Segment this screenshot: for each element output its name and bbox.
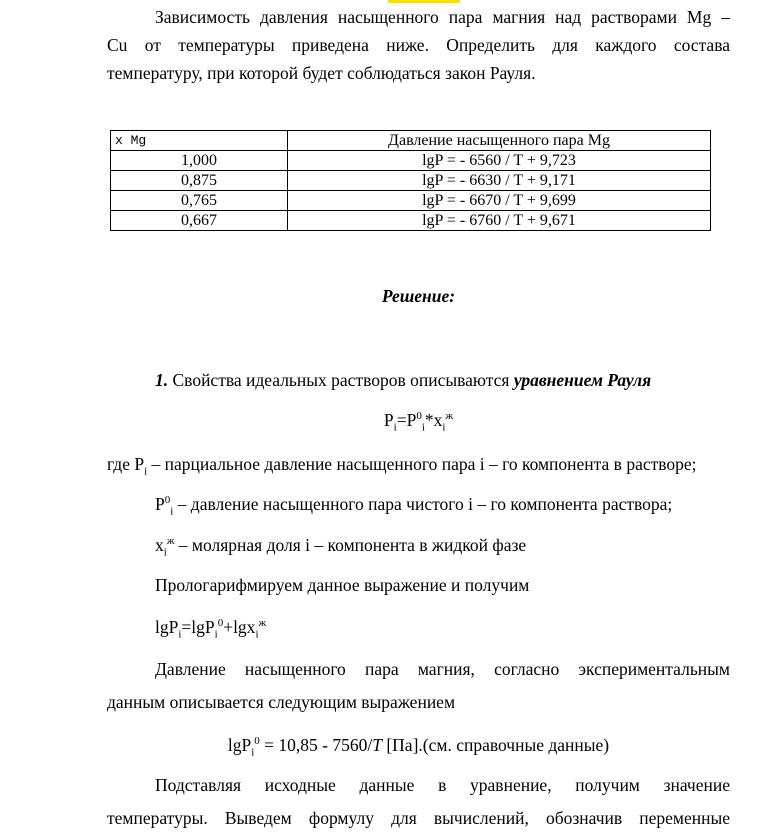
formula-part: lgP [227,735,252,755]
step-1-emphasis: уравнением Рауля [513,370,652,390]
table-row [111,151,711,171]
final-line-2: температуры. Выведем формулу для вычислений, обозначив переменные [107,808,730,828]
step-number: 1. [155,370,169,390]
log-formula [155,617,267,641]
formula-sup: 0 [164,494,171,507]
definition-text: – парциальное давление насыщенного пара i – го компонента в растворе; [147,454,697,474]
step-1-text: Свойства идеальных растворов описываются [172,370,510,390]
formula-sup: ж [166,535,175,548]
table-cell: 1,000 [111,151,288,171]
formula-part: = 10,85 - 7560/ [259,735,373,755]
definition-text: – давление насыщенного пара чистого i – го компонента раствора; [173,494,673,514]
table-cell: 0,765 [111,191,288,211]
formula-sup: ж [258,617,267,630]
formula-sub: i [393,421,397,434]
definition-p-line [107,454,697,478]
table-header-cell: x Mg [111,131,288,151]
pressure-table [110,130,711,231]
formula-sub: i [178,628,182,641]
formula-part: lgP [155,617,179,637]
final-line-1: Подставляя исходные данные в уравнение, получим значение [155,775,730,795]
solution-heading: Решение: [381,286,456,306]
formula-sup: 0 [254,735,260,748]
table-cell: lgP = - 6670 / T + 9,699 [288,191,711,211]
text-highlight-mark [388,0,460,3]
table-cell: lgP = - 6560 / T + 9,723 [288,151,711,171]
intro-line-3: температуру, при которой будет соблюдаться закон Рауля. [107,63,536,83]
formula-part: *x [424,410,443,430]
pressure-line-2: данным описывается следующим выражением [107,692,456,712]
table-header-row [111,131,711,151]
formula-sup: 0 [217,617,224,630]
formula-sub: i [170,505,174,518]
formula-part: [Па].(см. справочные данные) [381,735,610,755]
formula-sub: i [163,546,167,559]
definition-text: x [155,535,164,555]
definition-x-line [155,535,527,559]
formula-sup: 0 [416,410,422,423]
formula-part: P [383,410,394,430]
definition-text: где P [107,454,145,474]
formula-variable: T [372,735,382,755]
formula-sub: i [442,421,446,434]
definition-p0-line [155,494,673,518]
table-cell: lgP = - 6630 / T + 9,171 [288,171,711,191]
raoult-formula [107,410,730,434]
formula-sub: i [251,746,255,759]
table-cell: 0,875 [111,171,288,191]
formula-part: =P [396,410,417,430]
table-cell: lgP = - 6760 / T + 9,671 [288,211,711,231]
intro-line-2: Cu от температуры приведена ниже. Определить для каждого состава [107,35,730,55]
table-header-cell: Давление насыщенного пара Mg [288,131,711,151]
formula-sub: i [255,628,259,641]
step-1-line [155,370,651,391]
table-row [111,211,711,231]
formula-sup: ж [445,410,454,423]
formula-part: +lgx [223,617,256,637]
table-cell: 0,667 [111,211,288,231]
pressure-line-1: Давление насыщенного пара магния, согласно экспериментальным [155,659,730,679]
formula-sub: i [144,465,148,478]
formula-part: =lgP [181,617,215,637]
formula-sub: i [214,628,218,641]
log-intro-line: Прологарифмируем данное выражение и получим [155,575,530,595]
intro-line-1: Зависимость давления насыщенного пара магния над растворами Mg – [155,7,730,27]
definition-text: – молярная доля i – компонента в жидкой фазе [174,535,527,555]
table-row [111,171,711,191]
table-row [111,191,711,211]
formula-sub: i [421,421,425,434]
magnesium-pressure-formula [107,735,730,759]
definition-text: P [155,494,165,514]
